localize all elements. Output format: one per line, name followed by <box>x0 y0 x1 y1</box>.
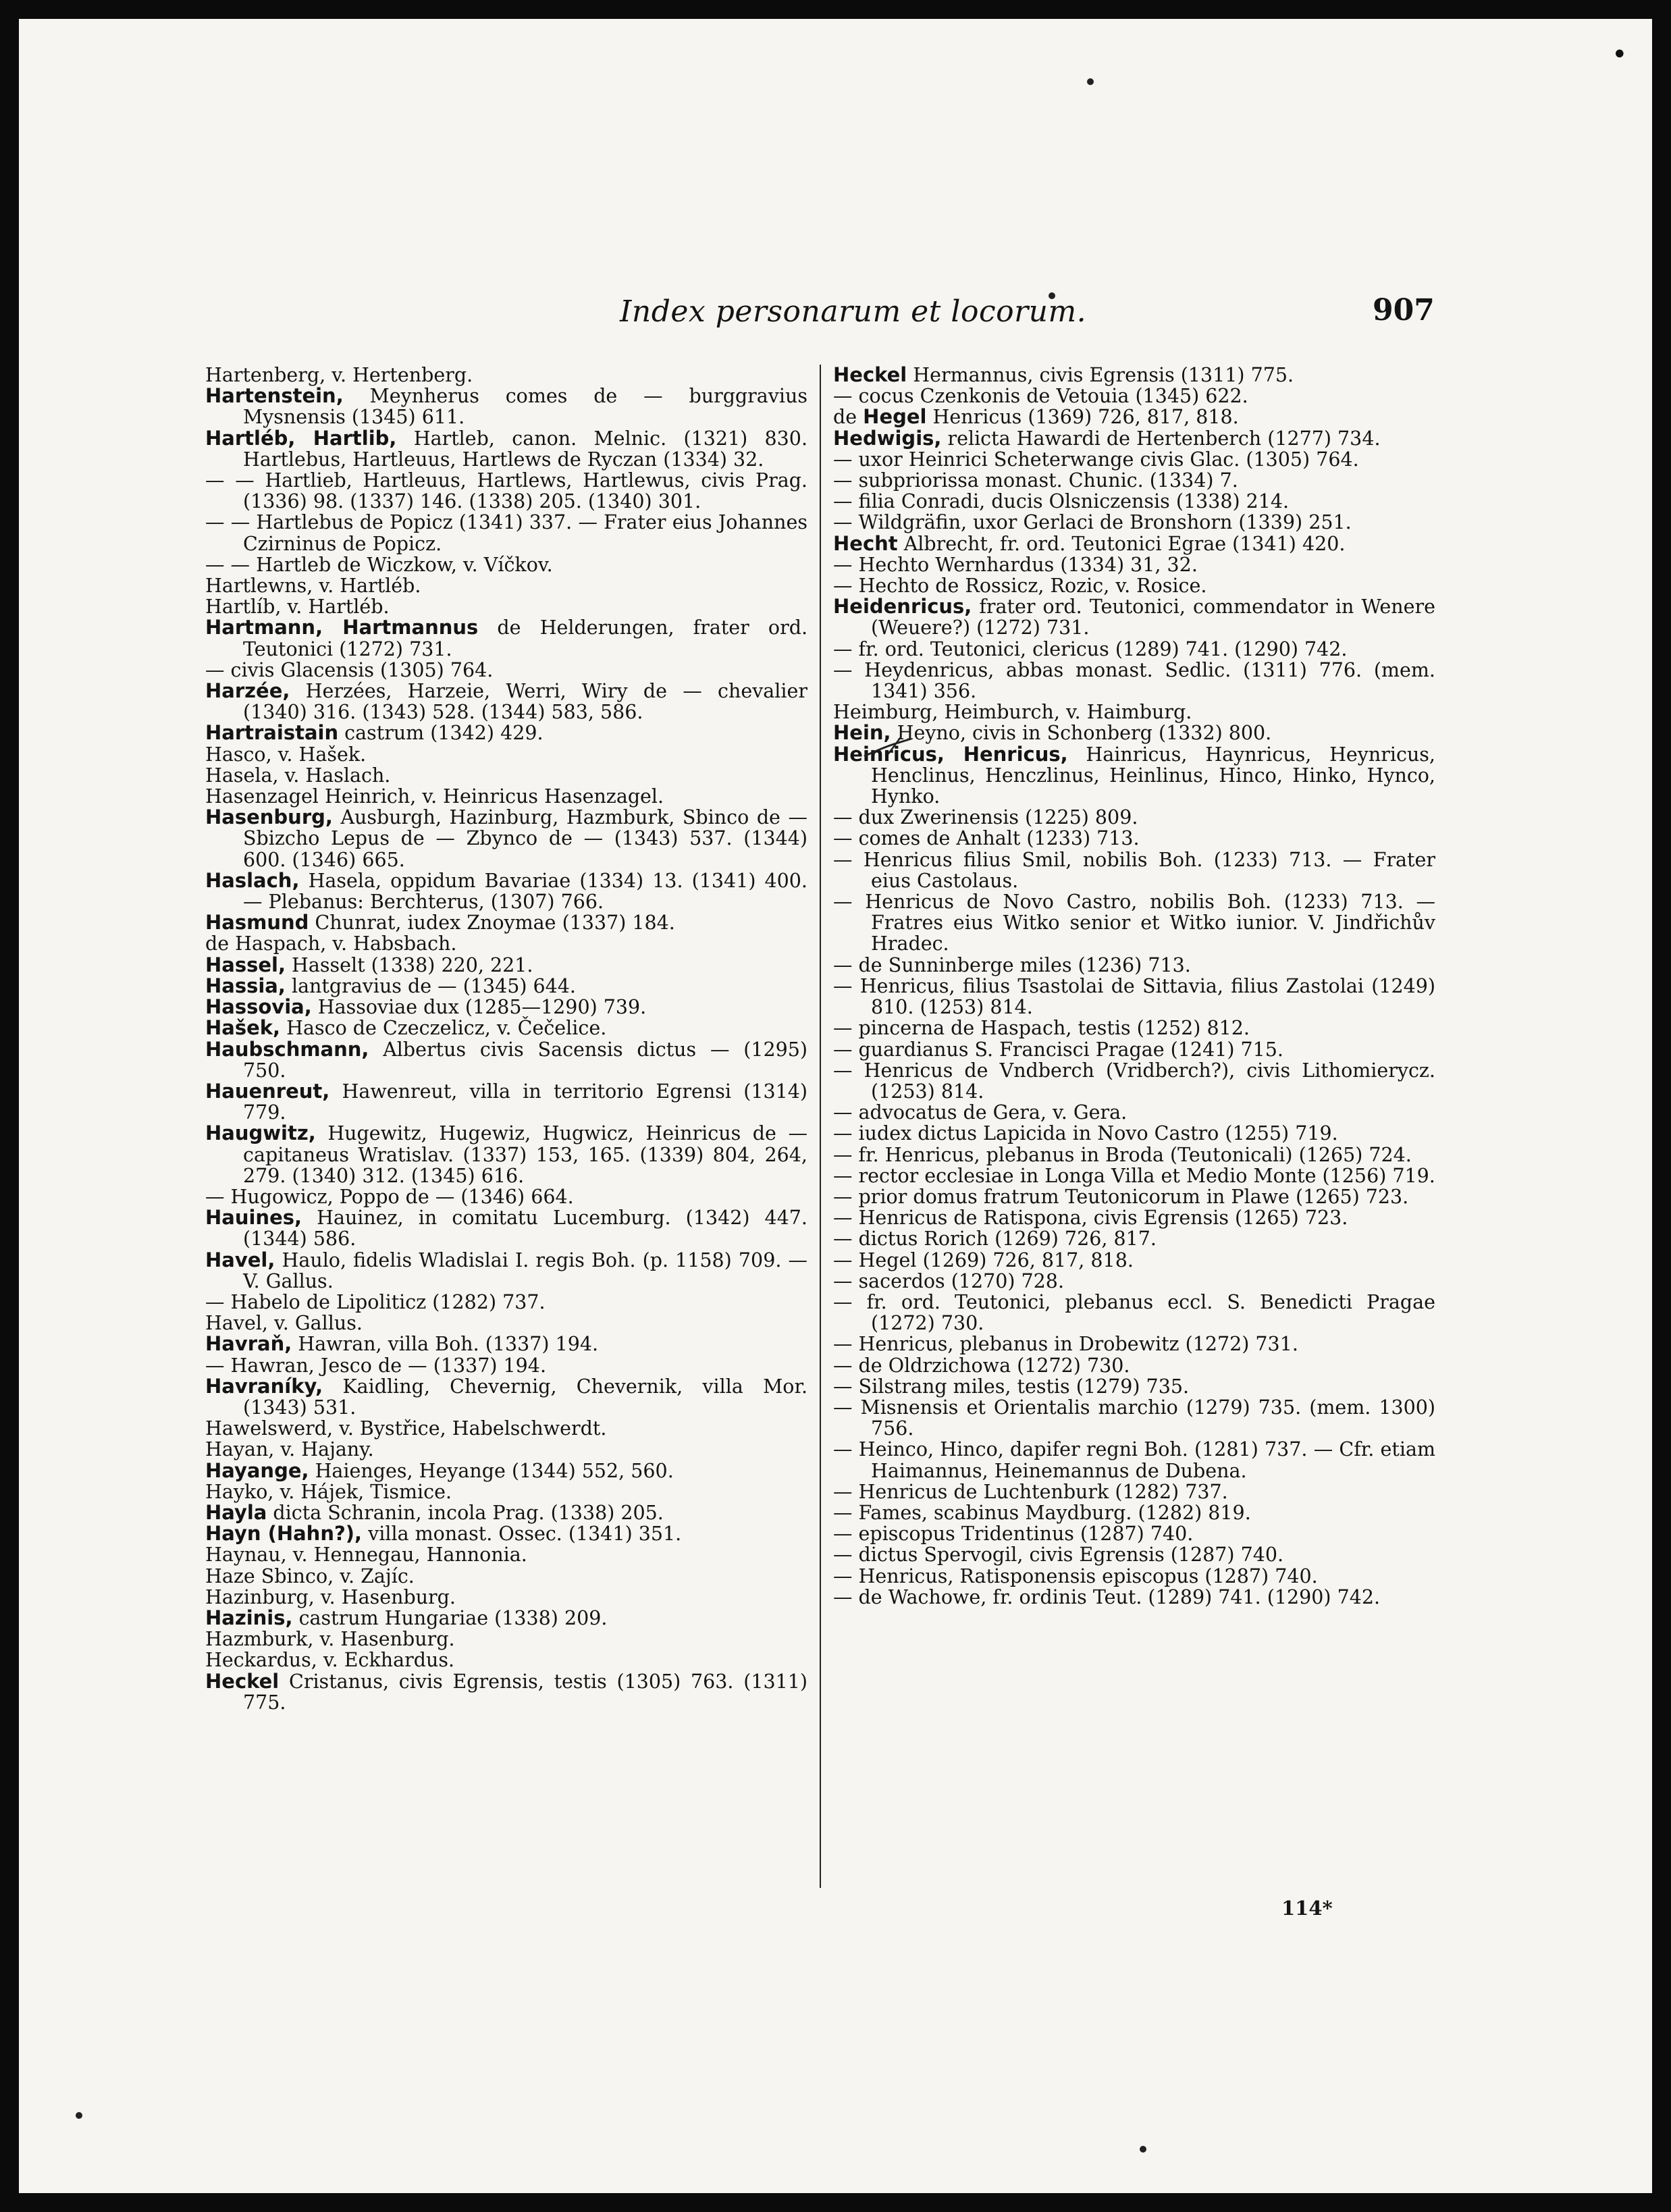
index-entry <box>205 1018 807 1038</box>
index-entry <box>833 1186 1435 1207</box>
index-entry <box>205 1650 807 1670</box>
index-entry <box>205 365 807 386</box>
entry-text: Haienges, Heyange (1344) 552, 560. <box>309 1459 674 1482</box>
index-entry <box>833 1102 1435 1123</box>
index-entry <box>833 596 1435 638</box>
signature-mark: 114* <box>1281 1897 1333 1920</box>
index-entry <box>833 386 1435 406</box>
entry-text: — episcopus Tridentinus (1287) 740. <box>833 1523 1194 1546</box>
index-entry <box>205 1376 807 1418</box>
entry-headword: Hasmund <box>205 911 309 934</box>
index-entry <box>833 1039 1435 1060</box>
entry-headword: Hegel <box>863 405 927 429</box>
index-entry <box>205 617 807 659</box>
index-entry <box>833 1523 1435 1544</box>
entry-text: frater ord. Teutonici, commendator in Wenere (Weuere?) (1272) 731. <box>871 596 1435 639</box>
index-entry <box>205 1418 807 1439</box>
entry-text: Haynau, v. Hennegau, Hannonia. <box>205 1544 527 1566</box>
index-entry <box>833 660 1435 702</box>
entry-text: Albrecht, fr. ord. Teutonici Egrae (1341) 420. <box>897 532 1346 555</box>
index-entry <box>833 533 1435 554</box>
entry-headword: Hayn (Hahn?), <box>205 1522 363 1546</box>
entry-headword: Heckel <box>205 1669 280 1693</box>
entry-text: — guardianus S. Francisci Pragae (1241) 715. <box>833 1038 1283 1061</box>
entry-headword: Haugwitz, <box>205 1122 316 1145</box>
index-entry <box>833 406 1435 427</box>
entry-text: relicta Hawardi de Hertenberch (1277) 734. <box>941 427 1381 450</box>
entry-text: — dictus Spervogil, civis Egrensis (1287) 740. <box>833 1544 1284 1566</box>
entry-text: Hartleb, canon. Melnic. (1321) 830. Hartlebus, Hartleuus, Hartlews de Ryczan (1334) 32. <box>243 427 808 471</box>
entry-headword: Hein, <box>833 721 891 745</box>
index-entry <box>833 1481 1435 1502</box>
entry-headword: Hazinis, <box>205 1606 293 1629</box>
entry-text: Chunrat, iudex Znoymae (1337) 184. <box>309 912 675 934</box>
index-entry <box>833 491 1435 512</box>
index-entry <box>833 807 1435 828</box>
entry-text: Hayan, v. Hajany. <box>205 1438 374 1461</box>
entry-text: Hainricus, Haynricus, Heynricus, Henclinus, Henczlinus, Heinlinus, Hinco, Hinko, Hynco, Hynko. <box>871 743 1435 808</box>
index-entry <box>205 1355 807 1376</box>
index-entry <box>205 1608 807 1629</box>
entry-text: — Heinco, Hinco, dapifer regni Boh. (1281) 737. — Cfr. etiam Haimannus, Heinemannus de Dubena. <box>833 1438 1435 1482</box>
entry-text: Herzées, Harzeie, Werri, Wiry de — chevalier (1340) 316. (1343) 528. (1344) 583, 586. <box>243 680 807 724</box>
index-entry <box>205 722 807 743</box>
entry-text: — rector ecclesiae in Longa Villa et Medio Monte (1256) 719. <box>833 1164 1435 1187</box>
entry-text: Albertus civis Sacensis dictus — (1295) 750. <box>243 1038 807 1082</box>
entry-headword: Hauines, <box>205 1206 302 1230</box>
entry-text: — Henricus, filius Tsastolai de Sittavia, filius Zastolai (1249) 810. (1253) 814. <box>833 974 1435 1019</box>
entry-text: Hazinburg, v. Hasenburg. <box>205 1585 456 1608</box>
index-entry <box>205 1587 807 1608</box>
entry-headword: Hedwigis, <box>833 426 942 450</box>
index-entry <box>833 639 1435 660</box>
entry-text: Henricus (1369) 726, 817, 818. <box>926 406 1239 429</box>
entry-text: Hasco de Czeczelicz, v. Čečelice. <box>280 1017 607 1040</box>
entry-text: Hasco, v. Hašek. <box>205 743 367 766</box>
column-divider <box>820 365 821 1888</box>
entry-text: — Habelo de Lipoliticz (1282) 737. <box>205 1290 546 1313</box>
entry-text: Ausburgh, Hazinburg, Hazmburk, Sbinco de — Sbizcho Lepus de — Zbynco de — (1343) 537. (1344) 600. (1346) 665. <box>243 806 807 871</box>
index-entry <box>833 744 1435 808</box>
speck-dot <box>1087 78 1094 85</box>
entry-headword: Heinricus, Henricus, <box>833 742 1068 766</box>
index-column-right <box>833 365 1435 1608</box>
entry-headword: Haubschmann, <box>205 1037 369 1061</box>
index-entry <box>205 1313 807 1334</box>
entry-text: villa monast. Ossec. (1341) 351. <box>362 1523 682 1546</box>
index-entry <box>205 660 807 681</box>
entry-text: — — Hartlebus de Popicz (1341) 337. — Frater eius Johannes Czirninus de Popicz. <box>205 511 807 555</box>
entry-text: Hasenzagel Heinrich, v. Heinricus Hasenzagel. <box>205 785 664 808</box>
index-entry <box>833 976 1435 1018</box>
entry-headword: Haslach, <box>205 868 300 892</box>
entry-text: — Hegel (1269) 726, 817, 818. <box>833 1248 1134 1271</box>
index-entry <box>833 1165 1435 1186</box>
index-entry <box>205 976 807 997</box>
index-entry <box>205 1081 807 1123</box>
index-entry <box>205 997 807 1018</box>
entry-text: Heimburg, Heimburch, v. Haimburg. <box>833 701 1192 724</box>
entry-headword: Hartléb, Hartlib, <box>205 426 397 450</box>
speck-dot <box>1140 2146 1146 2153</box>
index-entry <box>833 1587 1435 1608</box>
entry-text: — filia Conradi, ducis Olsniczensis (1338) 214. <box>833 490 1290 513</box>
entry-text: — de Wachowe, fr. ordinis Teut. (1289) 741. (1290) 742. <box>833 1585 1381 1608</box>
entry-text: Heckardus, v. Eckhardus. <box>205 1649 455 1672</box>
index-entry <box>833 1250 1435 1271</box>
index-column-left <box>205 365 807 1713</box>
entry-text: — fr. Henricus, plebanus in Broda (Teutonicali) (1265) 724. <box>833 1143 1412 1166</box>
index-entry <box>833 512 1435 533</box>
entry-text: Hawelswerd, v. Bystřice, Habelschwerdt. <box>205 1417 607 1440</box>
entry-text: Meynherus comes de — burggravius Mysnensis (1345) 611. <box>243 385 807 429</box>
entry-headword: Hassia, <box>205 974 286 997</box>
index-entry <box>833 1060 1435 1102</box>
index-entry <box>205 575 807 596</box>
entry-text: — dictus Rorich (1269) 726, 817. <box>833 1228 1157 1250</box>
entry-text: — Henricus filius Smil, nobilis Boh. (1233) 713. — Frater eius Castolaus. <box>833 848 1435 892</box>
index-entry <box>833 575 1435 596</box>
entry-text: — Henricus de Ratispona, civis Egrensis (1265) 723. <box>833 1207 1348 1230</box>
entry-text: — uxor Heinrici Scheterwange civis Glac. (1305) 764. <box>833 448 1359 471</box>
index-entry <box>205 870 807 912</box>
entry-text: — de Sunninberge miles (1236) 713. <box>833 953 1191 976</box>
entry-text: Hauinez, in comitatu Lucemburg. (1342) 447. (1344) 586. <box>243 1207 807 1250</box>
entry-headword: Hartraistain <box>205 721 339 745</box>
entry-text: Hasela, oppidum Bavariae (1334) 13. (1341) 400. — Plebanus: Berchterus, (1307) 766. <box>243 869 807 914</box>
entry-headword: Havraníky, <box>205 1374 323 1398</box>
entry-text: — Fames, scabinus Maydburg. (1282) 819. <box>833 1501 1251 1524</box>
index-entry <box>205 955 807 976</box>
entry-headword: Hassel, <box>205 953 286 976</box>
entry-text: — Heydenricus, abbas monast. Sedlic. (1311) 776. (mem. 1341) 356. <box>833 658 1435 703</box>
running-header-title: Index personarum et locorum. <box>620 294 1087 329</box>
entry-headword: Havraň, <box>205 1332 292 1356</box>
entry-text: — pincerna de Haspach, testis (1252) 812. <box>833 1017 1250 1040</box>
entry-text: Hazmburk, v. Hasenburg. <box>205 1628 455 1651</box>
index-entry <box>833 449 1435 470</box>
entry-text: Hassoviae dux (1285—1290) 739. <box>311 996 647 1019</box>
entry-headword: Heckel <box>833 363 907 386</box>
entry-text: Heyno, civis in Schonberg (1332) 800. <box>891 722 1272 745</box>
entry-text: — dux Zwerinensis (1225) 809. <box>833 806 1138 829</box>
entry-text: — Henricus de Vndberch (Vridberch?), civis Lithomierycz. (1253) 814. <box>833 1059 1435 1103</box>
index-entry <box>205 1292 807 1313</box>
index-entry <box>205 681 807 722</box>
entry-text: Havel, v. Gallus. <box>205 1312 363 1335</box>
entry-text: — prior domus fratrum Teutonicorum in Plawe (1265) 723. <box>833 1185 1409 1208</box>
entry-text: — de Oldrzichowa (1272) 730. <box>833 1354 1130 1377</box>
index-entry <box>205 1207 807 1249</box>
index-entry <box>205 807 807 870</box>
entry-text: — subpriorissa monast. Chunic. (1334) 7. <box>833 469 1238 492</box>
corner-mark: • <box>1612 39 1628 70</box>
entry-text: Hugewitz, Hugewiz, Hugwicz, Heinricus de — capitaneus Wratislav. (1337) 153, 165. (1339) 804, 264, 279. (1340) 312. (1345) 616. <box>243 1122 807 1187</box>
entry-text: Hawenreut, villa in territorio Egrensi (1314) 779. <box>243 1080 807 1124</box>
index-entry <box>833 365 1435 386</box>
entry-text: — Hechto Wernhardus (1334) 31, 32. <box>833 553 1198 576</box>
index-entry <box>833 702 1435 722</box>
index-entry <box>833 891 1435 955</box>
entry-text: — Henricus de Novo Castro, nobilis Boh. (1233) 713. — Fratres eius Witko senior et Witko iunior. V. Jindřichův Hradec. <box>833 891 1435 955</box>
entry-headword: Hayange, <box>205 1458 309 1482</box>
index-entry <box>833 1271 1435 1292</box>
entry-text: Hartlíb, v. Hartléb. <box>205 596 390 618</box>
index-entry <box>833 849 1435 891</box>
index-entry <box>833 1439 1435 1481</box>
index-entry <box>205 512 807 554</box>
index-entry <box>833 1144 1435 1165</box>
entry-text: — Misnensis et Orientalis marchio (1279) 735. (mem. 1300) 756. <box>833 1396 1435 1440</box>
index-entry <box>833 1018 1435 1038</box>
index-entry <box>205 470 807 512</box>
entry-text: castrum (1342) 429. <box>338 722 543 745</box>
entry-text: — Henricus de Luchtenburk (1282) 737. <box>833 1480 1228 1503</box>
index-entry <box>833 1207 1435 1228</box>
entry-text: de <box>833 406 864 429</box>
index-entry <box>833 428 1435 449</box>
speck-dot <box>76 2112 82 2119</box>
entry-text: Hasela, v. Haslach. <box>205 764 391 787</box>
entry-text: — — Hartlieb, Hartleuus, Hartlews, Hartlewus, civis Prag. (1336) 98. (1337) 146. (1338) 205. (1340) 301. <box>205 469 807 513</box>
index-entry <box>205 1039 807 1081</box>
index-entry <box>205 1481 807 1502</box>
entry-text: Hartenberg, v. Hertenberg. <box>205 364 473 386</box>
entry-text: — Wildgräfin, uxor Gerlaci de Bronshorn (1339) 251. <box>833 511 1352 534</box>
entry-headword: Hartmann, Hartmannus <box>205 616 479 639</box>
entry-text: — Henricus, Ratisponensis episcopus (1287) 740. <box>833 1564 1318 1587</box>
entry-headword: Hecht <box>833 531 898 555</box>
entry-text: — fr. ord. Teutonici, clericus (1289) 741. (1290) 742. <box>833 637 1348 660</box>
index-entry <box>833 722 1435 743</box>
index-entry <box>833 1397 1435 1439</box>
index-entry <box>205 765 807 786</box>
page-number: 907 <box>1373 293 1435 327</box>
entry-text: Haulo, fidelis Wladislai I. regis Boh. (p. 1158) 709. — V. Gallus. <box>243 1248 807 1292</box>
entry-text: de Haspach, v. Habsbach. <box>205 932 457 955</box>
entry-headword: Havel, <box>205 1248 275 1271</box>
index-entry <box>205 786 807 807</box>
entry-headword: Hašek, <box>205 1016 281 1040</box>
index-entry <box>205 1523 807 1544</box>
entry-text: — advocatus de Gera, v. Gera. <box>833 1101 1128 1124</box>
index-entry <box>205 1250 807 1292</box>
entry-headword: Hauenreut, <box>205 1079 330 1103</box>
index-entry <box>833 1228 1435 1249</box>
pencil-strike-mark <box>861 736 916 763</box>
entry-text: — Hawran, Jesco de — (1337) 194. <box>205 1354 546 1377</box>
index-entry <box>205 1123 807 1186</box>
entry-text: Hartlewns, v. Hartléb. <box>205 575 421 598</box>
entry-text: lantgravius de — (1345) 644. <box>285 974 576 997</box>
entry-headword: Harzée, <box>205 679 290 703</box>
index-entry <box>833 1123 1435 1144</box>
entry-text: Hasselt (1338) 220, 221. <box>286 953 533 976</box>
entry-text: dicta Schranin, incola Prag. (1338) 205. <box>267 1501 664 1524</box>
entry-text: — — Hartleb de Wiczkow, v. Víčkov. <box>205 553 553 576</box>
entry-headword: Hayla <box>205 1500 267 1524</box>
index-entry <box>205 1502 807 1523</box>
index-entry <box>833 1544 1435 1565</box>
entry-text: — fr. ord. Teutonici, plebanus eccl. S. Benedicti Pragae (1272) 730. <box>833 1290 1435 1335</box>
index-entry <box>205 933 807 954</box>
index-entry <box>205 912 807 933</box>
entry-text: — Hechto de Rossicz, Rozic, v. Rosice. <box>833 575 1207 598</box>
entry-text: — civis Glacensis (1305) 764. <box>205 658 494 681</box>
index-entry <box>833 470 1435 491</box>
index-entry <box>833 1334 1435 1354</box>
index-entry <box>205 428 807 470</box>
entry-text: — sacerdos (1270) 728. <box>833 1269 1064 1292</box>
index-entry <box>205 744 807 765</box>
entry-text: — comes de Anhalt (1233) 713. <box>833 827 1140 850</box>
entry-headword: Hassovia, <box>205 995 312 1019</box>
entry-text: — Henricus, plebanus in Drobewitz (1272) 731. <box>833 1333 1298 1356</box>
entry-text: de Helderungen, frater ord. Teutonici (1272) 731. <box>243 616 807 660</box>
entry-text: Cristanus, civis Egrensis, testis (1305) 763. (1311) 775. <box>243 1670 807 1714</box>
entry-text: Hawran, villa Boh. (1337) 194. <box>292 1333 599 1356</box>
entry-headword: Hasenburg, <box>205 806 333 829</box>
index-entry <box>205 386 807 427</box>
index-entry <box>833 955 1435 976</box>
index-entry <box>833 1566 1435 1587</box>
entry-text: Kaidling, Chevernig, Chevernik, villa Mor. (1343) 531. <box>243 1375 807 1419</box>
index-entry <box>205 554 807 575</box>
index-entry <box>205 1544 807 1565</box>
index-entry <box>833 1355 1435 1376</box>
entry-text: — Silstrang miles, testis (1279) 735. <box>833 1375 1190 1398</box>
index-entry <box>205 1629 807 1650</box>
index-entry <box>833 1376 1435 1397</box>
index-entry <box>205 596 807 617</box>
index-entry <box>833 1502 1435 1523</box>
index-entry <box>205 1566 807 1587</box>
entry-text: — Hugowicz, Poppo de — (1346) 664. <box>205 1185 574 1208</box>
entry-text: — iudex dictus Lapicida in Novo Castro (1255) 719. <box>833 1122 1338 1145</box>
entry-headword: Hartenstein, <box>205 384 344 408</box>
index-entry <box>205 1460 807 1481</box>
entry-text: Haze Sbinco, v. Zajíc. <box>205 1564 415 1587</box>
index-entry <box>833 1292 1435 1334</box>
entry-text: castrum Hungariae (1338) 209. <box>292 1606 608 1629</box>
entry-text: Hayko, v. Hájek, Tismice. <box>205 1480 452 1503</box>
index-entry <box>205 1334 807 1354</box>
index-entry <box>833 554 1435 575</box>
entry-text: — cocus Czenkonis de Vetouia (1345) 622. <box>833 385 1248 408</box>
entry-headword: Heidenricus, <box>833 595 972 618</box>
entry-text: Hermannus, civis Egrensis (1311) 775. <box>907 364 1294 386</box>
index-entry <box>205 1671 807 1713</box>
index-entry <box>833 828 1435 849</box>
index-entry <box>205 1439 807 1460</box>
index-entry <box>205 1186 807 1207</box>
